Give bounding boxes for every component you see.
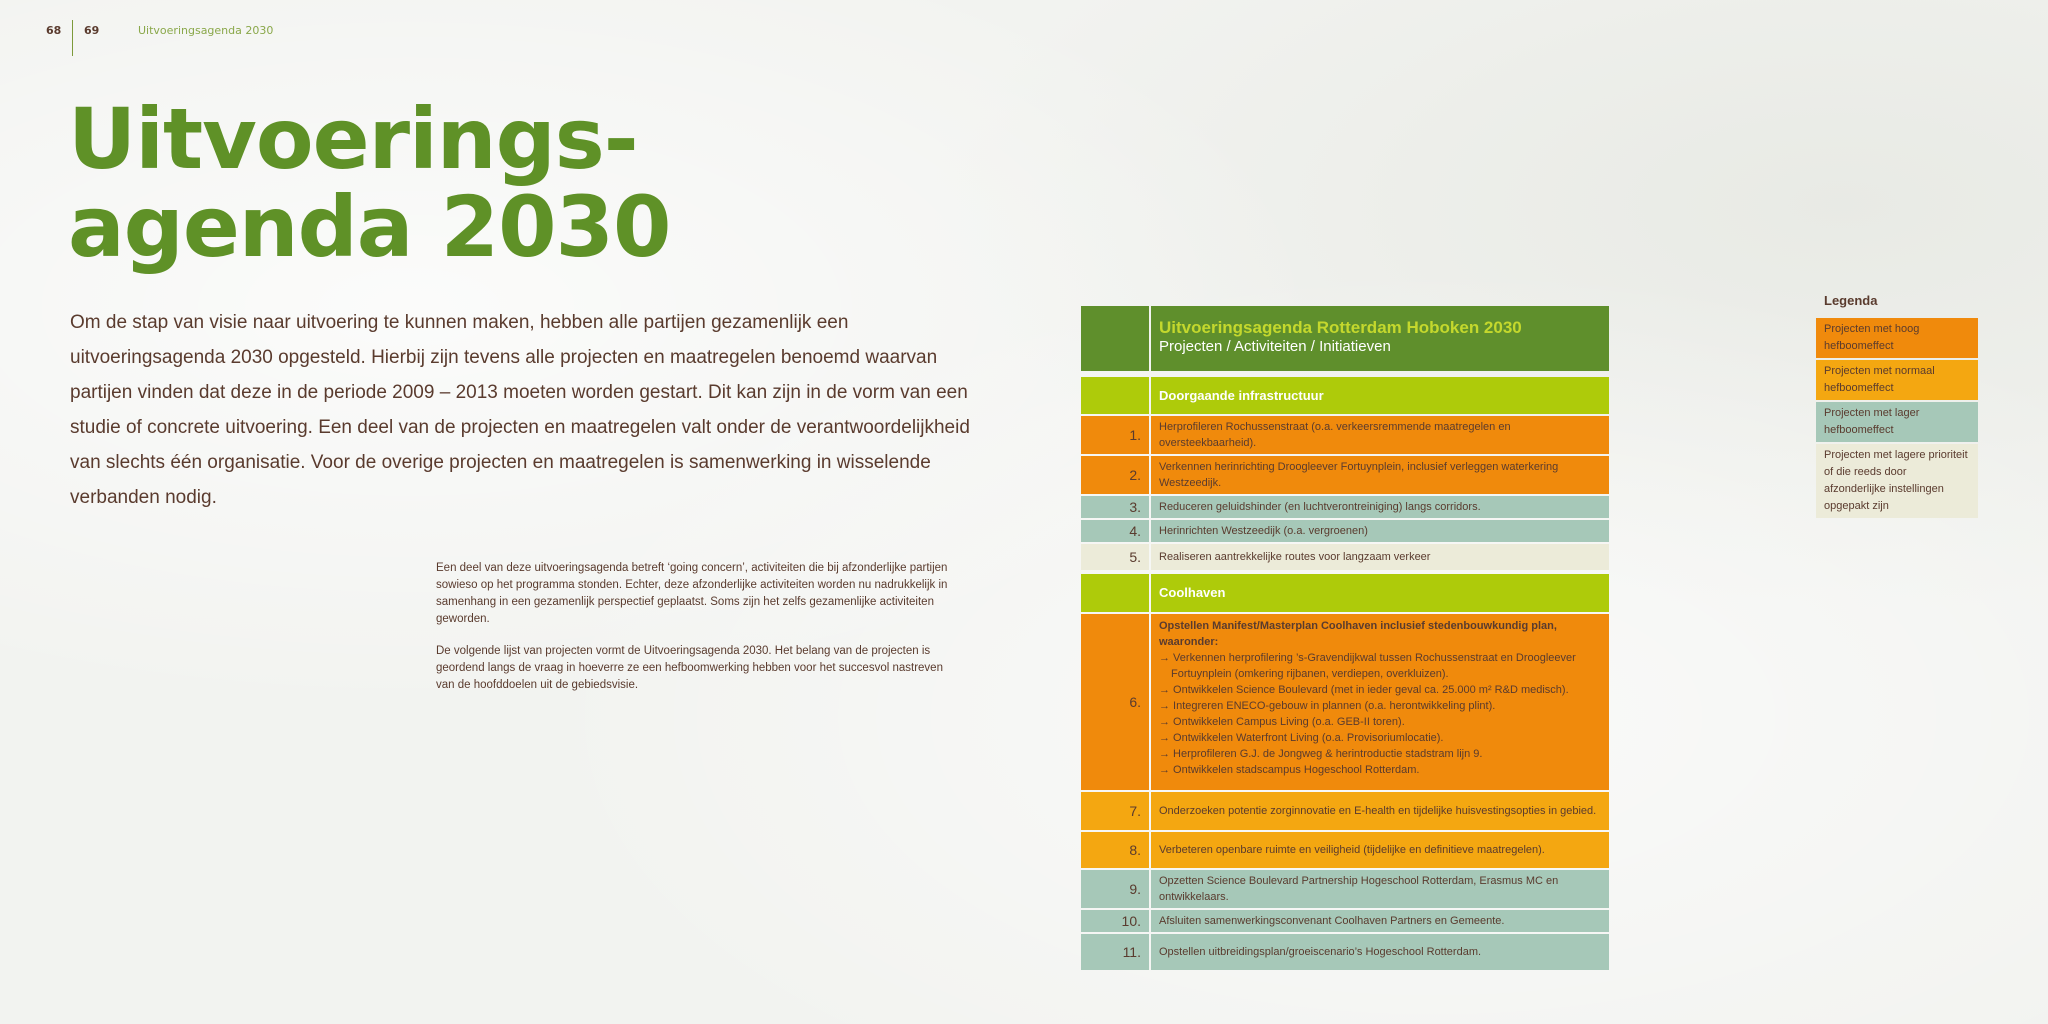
table-row: 8. Verbeteren openbare ruimte en veiligheid (tijdelijke en definitieve maatregelen). (1081, 832, 1609, 868)
intro-paragraph: Om de stap van visie naar uitvoering te kunnen maken, hebben alle partijen gezamenlijk een uitvoeringsagenda 2030 opgesteld. Hierbij zijn tevens alle projecten en maatregelen benoemd waarvan partijen vinden dat deze in de periode 2009 – 2013 moeten worden gestart. Dit kan zijn in de vorm van een studie of concrete uitvoering. Een deel van de projecten en maatregelen valt onder de verantwoordelijkheid van slechts één organisatie. Voor de overige projecten en maatregelen is samenwerking in wisselende verbanden nodig. (70, 312, 970, 508)
table-row: 11. Opstellen uitbreidingsplan/groeiscenario’s Hogeschool Rotterdam. (1081, 934, 1609, 970)
table-row: 10. Afsluiten samenwerkingsconvenant Coolhaven Partners en Gemeente. (1081, 910, 1609, 932)
divider (72, 20, 73, 56)
table-row: 7. Onderzoeken potentie zorginnovatie en E-health en tijdelijke huisvestingsopties in gebied. (1081, 792, 1609, 830)
running-title: Uitvoeringsagenda 2030 (138, 24, 274, 37)
table-row: 9. Opzetten Science Boulevard Partnership Hogeschool Rotterdam, Erasmus MC en ontwikkelaars. (1081, 870, 1609, 908)
title-line-2: agenda 2030 (68, 178, 671, 276)
legend-title: Legenda (1824, 293, 1878, 308)
agenda-table (1081, 306, 1609, 972)
body-paragraph-1: Een deel van deze uitvoeringsagenda betreft ‘going concern’, activiteiten die bij afzonderlijke partijen sowieso op het programma stonden. Echter, deze afzonderlijke activiteiten worden nu nadrukkelijk in samenhang in een gezamenlijk perspectief geplaatst. Soms zijn het zelfs gezamenlijke activiteiten geworden. (436, 562, 948, 625)
table-title: Uitvoeringsagenda Rotterdam Hoboken 2030 (1159, 318, 1522, 337)
table-subtitle: Projecten / Activiteiten / Initiatieven (1159, 338, 1391, 355)
legend-item-normal: Projecten met normaal hefboomeffect (1816, 360, 1978, 400)
title-line-1: Uitvoerings- (68, 90, 638, 188)
table-row: 6. Opstellen Manifest/Masterplan Coolhaven inclusief stedenbouwkundig plan, waaronder: → Verkennen herprofilering ’s-Gravendijkwal tussen Rochussenstraat en Droogleever Fortuynplein (omkering rijbanen, verdiepen, overkluizen). → Ontwikkelen Science Boulevard (met in ieder geval ca. 25.000 m² R&D medisch). → Integreren ENECO-gebouw in plannen (o.a. herontwikkeling plint). → Ontwikkelen Campus Living (o.a. GEB-II toren). → Ontwikkelen Waterfront Living (o.a. Provisoriumlocatie). → Herprofileren G.J. de Jongweg & herintroductie stadstram lijn 9. → Ontwikkelen stadscampus Hogeschool Rotterdam. (1081, 614, 1609, 790)
legend (1816, 293, 1978, 520)
list-item: → Ontwikkelen Waterfront Living (o.a. Provisoriumlocatie). (1159, 732, 1444, 744)
page-title (68, 90, 671, 276)
page-number-left: 68 (46, 24, 62, 37)
table-header (1081, 306, 1609, 371)
section-header: Doorgaande infrastructuur (1081, 377, 1609, 414)
list-item: → Integreren ENECO-gebouw in plannen (o.a. herontwikkeling plint). (1159, 700, 1496, 712)
body-text (436, 560, 956, 709)
list-item: → Ontwikkelen stadscampus Hogeschool Rotterdam. (1159, 764, 1420, 776)
table-row: 3. Reduceren geluidshinder (en luchtverontreiniging) langs corridors. (1081, 496, 1609, 518)
list-item: → Herprofileren G.J. de Jongweg & herintroductie stadstram lijn 9. (1159, 748, 1483, 760)
table-row: 4. Herinrichten Westzeedijk (o.a. vergroenen) (1081, 520, 1609, 542)
legend-item-high: Projecten met hoog hefboomeffect (1816, 318, 1978, 358)
page-number-right: 69 (84, 24, 100, 37)
table-row: 1. Herprofileren Rochussenstraat (o.a. verkeersremmende maatregelen en oversteekbaarheid). (1081, 416, 1609, 454)
section-header: Coolhaven (1081, 574, 1609, 612)
list-item: → Ontwikkelen Science Boulevard (met in ieder geval ca. 25.000 m² R&D medisch). (1159, 684, 1569, 696)
legend-item-lowest: Projecten met lagere prioriteit of die reeds door afzonderlijke instellingen opgepakt zijn (1816, 444, 1978, 518)
list-item: → Ontwikkelen Campus Living (o.a. GEB-II toren). (1159, 716, 1405, 728)
list-item: → Verkennen herprofilering ’s-Gravendijkwal tussen Rochussenstraat en Droogleever Fortuynplein (omkering rijbanen, verdiepen, overkluizen). (1159, 652, 1576, 680)
table-row: 2. Verkennen herinrichting Droogleever Fortuynplein, inclusief verleggen waterkering Westzeedijk. (1081, 456, 1609, 494)
body-paragraph-2: De volgende lijst van projecten vormt de Uitvoeringsagenda 2030. Het belang van de projecten is geordend langs de vraag in hoeverre ze een hefboomwerking hebben voor het succesvol nastreven van de hoofddoelen uit de gebiedsvisie. (436, 645, 943, 691)
legend-item-lower: Projecten met lager hefboomeffect (1816, 402, 1978, 442)
table-row: 5. Realiseren aantrekkelijke routes voor langzaam verkeer (1081, 544, 1609, 570)
